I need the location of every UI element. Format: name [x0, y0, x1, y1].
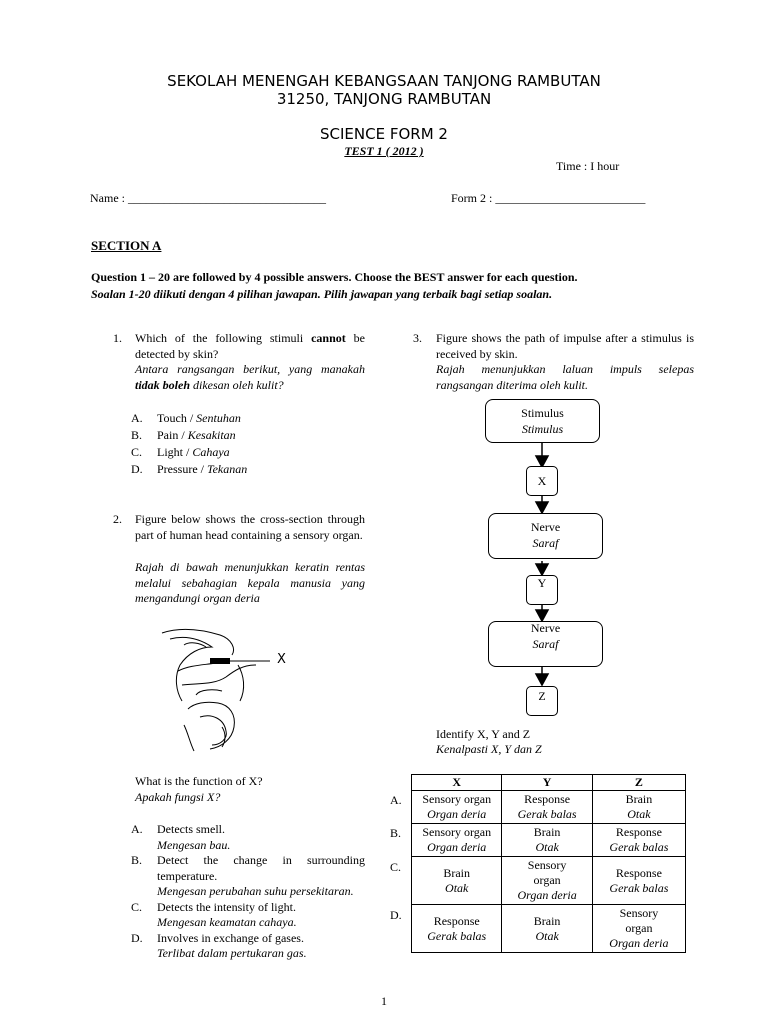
table-header-row — [412, 775, 686, 791]
q1-option-c[interactable]: C. Light / Cahaya — [131, 445, 230, 459]
q1-stem-en-a: Which of the following stimuli — [135, 331, 304, 345]
q3-row-label-d: D. — [390, 908, 402, 922]
instruction-en: Question 1 – 20 are followed by 4 possible answers. Choose the BEST answer for each question. — [91, 270, 578, 284]
q3-row-label-c: C. — [390, 860, 402, 874]
form-field — [451, 191, 645, 206]
name-field — [90, 191, 326, 206]
q2-question-my: Apakah fungsi X? — [135, 790, 221, 804]
table-cell: Response Gerak balas — [592, 824, 685, 857]
flow-nerve1-box: Nerve Saraf — [488, 513, 603, 559]
table-cell: Brain Otak — [502, 824, 592, 857]
q2-option-a[interactable]: A. Detects smell. Mengesan bau. — [131, 822, 231, 852]
q3-row-label-a: A. — [390, 793, 402, 807]
q1-options — [131, 410, 247, 478]
test-title: TEST 1 ( 2012 ) — [344, 144, 424, 158]
q2-option-b[interactable]: B. Detect the change in surrounding temperature. Mengesan perubahan suhu persekitaran. — [131, 853, 365, 898]
q1-stem-en — [135, 331, 365, 362]
olfactory-organ-marker — [210, 658, 230, 664]
flow-y-box: Y — [526, 575, 558, 605]
q3-stem-en: Figure shows the path of impulse after a stimulus is received by skin. — [436, 331, 694, 361]
q3-answer-table — [411, 774, 686, 953]
flow-x-box: X — [526, 466, 558, 496]
flow-z-box: Z — [526, 686, 558, 716]
flow-stimulus-box: Stimulus Stimulus — [485, 399, 600, 443]
flow-nerve2-box: Nerve Saraf — [488, 621, 603, 667]
subject-title: SCIENCE FORM 2 — [320, 125, 448, 143]
table-cell: Response Gerak balas — [592, 857, 685, 905]
q2-option-c[interactable]: C. Detects the intensity of light. Mengesan keamatan cahaya. — [131, 899, 297, 929]
q2-option-d[interactable]: D. Involves in exchange of gases. Terlibat dalam pertukaran gas. — [131, 930, 307, 960]
table-row[interactable] — [412, 824, 686, 857]
q1-stem-my — [135, 362, 365, 393]
q2-stem-my: Rajah di bawah menunjukkan keratin rentas melalui sebahagian kepala manusia yang mengandungi organ deria — [135, 560, 365, 605]
table-row[interactable] — [412, 791, 686, 824]
table-cell: Response Gerak balas — [412, 905, 502, 953]
q1-stem-en-b: cannot — [311, 331, 346, 345]
table-row[interactable] — [412, 905, 686, 953]
q1-option-d[interactable]: D. Pressure / Tekanan — [131, 462, 248, 476]
q2-stem-en: Figure below shows the cross-section through part of human head containing a sensory organ. — [135, 512, 365, 542]
table-cell: Brain Otak — [412, 857, 502, 905]
table-cell: Response Gerak balas — [502, 791, 592, 824]
instruction-my: Soalan 1-20 diikuti dengan 4 pilihan jawapan. Pilih jawapan yang terbaik bagi setiap soalan. — [91, 287, 553, 301]
figure-label-x: X — [277, 652, 286, 667]
table-cell: Sensory organ Organ deria — [592, 905, 685, 953]
form-label: Form 2 : — [451, 191, 496, 205]
table-header-x: X — [412, 775, 502, 791]
q3-row-label-b: B. — [390, 826, 402, 840]
q2-question-en: What is the function of X? — [135, 774, 263, 788]
q1-stem-my-b: tidak boleh — [135, 377, 191, 392]
q1-stem-my-c: dikesan oleh kulit? — [193, 377, 284, 392]
page-number: 1 — [381, 994, 387, 1008]
q2-options — [131, 822, 365, 962]
q3-stem-my: Rajah menunjukkan laluan impuls selepas rangsangan diterima oleh kulit. — [436, 362, 694, 392]
table-cell: Sensory organ Organ deria — [412, 824, 502, 857]
name-line: _________________________________ — [128, 191, 326, 205]
q3-identify-my: Kenalpasti X, Y dan Z — [436, 742, 542, 756]
name-label: Name : — [90, 191, 128, 205]
q1-stem-en-c: be detected by skin? — [135, 331, 365, 361]
school-address: 31250, TANJONG RAMBUTAN — [276, 90, 492, 108]
table-cell: Sensory organ Organ deria — [412, 791, 502, 824]
table-header-z: Z — [592, 775, 685, 791]
q3-number: 3. — [413, 331, 422, 345]
head-cross-section-figure — [160, 625, 300, 755]
section-title: SECTION A — [91, 238, 162, 253]
school-name: SEKOLAH MENENGAH KEBANGSAAN TANJONG RAMBUTAN — [167, 72, 601, 90]
q1-stem-my-a: Antara rangsangan berikut, yang manakah — [135, 362, 365, 376]
table-cell: Brain Otak — [502, 905, 592, 953]
q2-number: 2. — [113, 512, 122, 526]
time-label: Time : I hour — [556, 159, 620, 173]
form-line: _________________________ — [495, 191, 646, 205]
table-row[interactable] — [412, 857, 686, 905]
table-header-y: Y — [502, 775, 592, 791]
table-cell: Sensory organ Organ deria — [502, 857, 592, 905]
q1-option-b[interactable]: B. Pain / Kesakitan — [131, 428, 236, 442]
q1-option-a[interactable]: A. Touch / Sentuhan — [131, 411, 241, 425]
q1-number: 1. — [113, 331, 122, 345]
table-cell: Brain Otak — [592, 791, 685, 824]
q3-identify-en: Identify X, Y and Z — [436, 727, 531, 741]
